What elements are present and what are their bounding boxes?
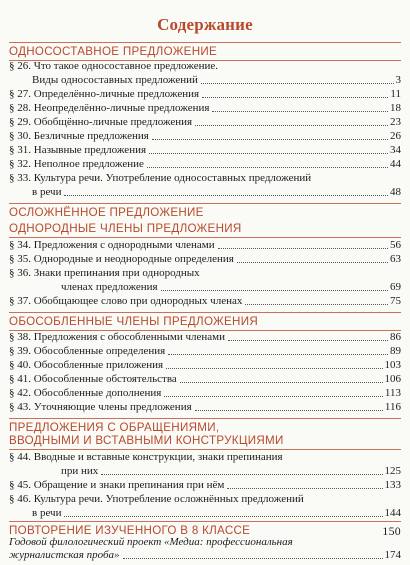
toc-entry-39[interactable]: § 39. Обособленные определения 89 <box>9 345 401 357</box>
page-number: 23 <box>390 116 401 128</box>
toc-entry-33[interactable]: в речи 48 <box>32 186 401 198</box>
section-heading-label: ОДНОСОСТАВНОЕ ПРЕДЛОЖЕНИЕ <box>9 45 218 58</box>
toc-entry-37[interactable]: § 37. Обобщающее слово при однородных членах 75 <box>9 295 401 307</box>
toc-entry-34[interactable]: § 34. Предложения с однородными членами 56 <box>9 239 401 251</box>
toc-entry-42[interactable]: § 42. Обособленные дополнения 113 <box>9 387 401 399</box>
page-number: 116 <box>384 401 401 413</box>
toc-entry-26[interactable]: Виды односоставных предложений 3 <box>32 74 401 86</box>
toc-entry-27[interactable]: § 27. Определённо-личные предложения 11 <box>9 88 401 100</box>
toc-entry-44-line1: § 44. Вводные и вставные конструкции, знаки препинания <box>9 451 283 463</box>
toc-entry-26-line1: § 26. Что такое односоставное предложение. <box>9 60 219 72</box>
section-heading-review[interactable]: ПОВТОРЕНИЕ ИЗУЧЕННОГО В 8 КЛАССЕ 150 <box>9 521 401 538</box>
toc-entry-43[interactable]: § 43. Уточняющие члены предложения 116 <box>9 401 401 413</box>
page-number: 75 <box>390 295 401 307</box>
toc-entry-project-line1: Годовой филологический проект «Медиа: профессиональная <box>9 536 293 548</box>
toc-entry-31[interactable]: § 31. Назывные предложения 34 <box>9 144 401 156</box>
toc-entry-45[interactable]: § 45. Обращение и знаки препинания при нём 133 <box>9 479 401 491</box>
toc-entry-29[interactable]: § 29. Обобщённо-личные предложения 23 <box>9 116 401 128</box>
toc-entry-36-line1: § 36. Знаки препинания при однородных <box>9 267 200 279</box>
page-number: 86 <box>390 331 401 343</box>
section-heading-complicated: ОСЛОЖНЁННОЕ ПРЕДЛОЖЕНИЕ <box>9 203 401 219</box>
toc-entry-30[interactable]: § 30. Безличные предложения 26 <box>9 130 401 142</box>
section-subheading-homogeneous: ОДНОРОДНЫЕ ЧЛЕНЫ ПРЕДЛОЖЕНИЯ <box>9 220 401 238</box>
page-number: 48 <box>390 186 401 198</box>
toc-entry-46-line1: § 46. Культура речи. Употребление осложнённых предложений <box>9 493 304 505</box>
page-number: 150 <box>382 524 401 538</box>
page-number: 26 <box>390 130 401 142</box>
page-number: 63 <box>390 253 401 265</box>
page-number: 106 <box>384 373 401 385</box>
page-number: 125 <box>384 465 401 477</box>
page-title: Содержание <box>157 15 253 34</box>
toc-entry-38[interactable]: § 38. Предложения с обособленными членами 86 <box>9 331 401 343</box>
toc-entry-41[interactable]: § 41. Обособленные обстоятельства 106 <box>9 373 401 385</box>
page-number: 11 <box>390 88 401 100</box>
section-heading-address-line2: ВВОДНЫМИ И ВСТАВНЫМИ КОНСТРУКЦИЯМИ <box>9 432 401 450</box>
toc-entry-35[interactable]: § 35. Однородные и неоднородные определения 63 <box>9 253 401 265</box>
page-number: 144 <box>384 507 401 519</box>
toc-entry-32[interactable]: § 32. Неполное предложение 44 <box>9 158 401 170</box>
section-heading-address-line1: ПРЕДЛОЖЕНИЯ С ОБРАЩЕНИЯМИ, <box>9 418 401 434</box>
section-heading-isolated: ОБОСОБЛЕННЫЕ ЧЛЕНЫ ПРЕДЛОЖЕНИЯ <box>9 312 401 331</box>
toc-entry-28[interactable]: § 28. Неопределённо-личные предложения 18 <box>9 102 401 114</box>
page-number: 89 <box>390 345 401 357</box>
toc-entry-36[interactable]: членах предложения 69 <box>61 281 401 293</box>
page-number: 56 <box>390 239 401 251</box>
page-number: 174 <box>384 549 401 561</box>
toc-entry-40[interactable]: § 40. Обособленные приложения 103 <box>9 359 401 371</box>
toc-entry-46[interactable]: в речи 144 <box>32 507 401 519</box>
page-number: 18 <box>390 102 401 114</box>
page-number: 103 <box>384 359 401 371</box>
toc-entry-44[interactable]: при них 125 <box>61 465 401 477</box>
toc-entry-33-line1: § 33. Культура речи. Употребление односоставных предложений <box>9 172 312 184</box>
page-number: 34 <box>390 144 401 156</box>
page-number: 133 <box>384 479 401 491</box>
section-heading-one-member <box>9 42 401 61</box>
toc-entry-project[interactable]: журналистская проба» 174 <box>9 549 401 561</box>
page-number: 69 <box>390 281 401 293</box>
page-number: 113 <box>384 387 401 399</box>
page-number: 3 <box>395 74 401 86</box>
page-number: 44 <box>390 158 401 170</box>
